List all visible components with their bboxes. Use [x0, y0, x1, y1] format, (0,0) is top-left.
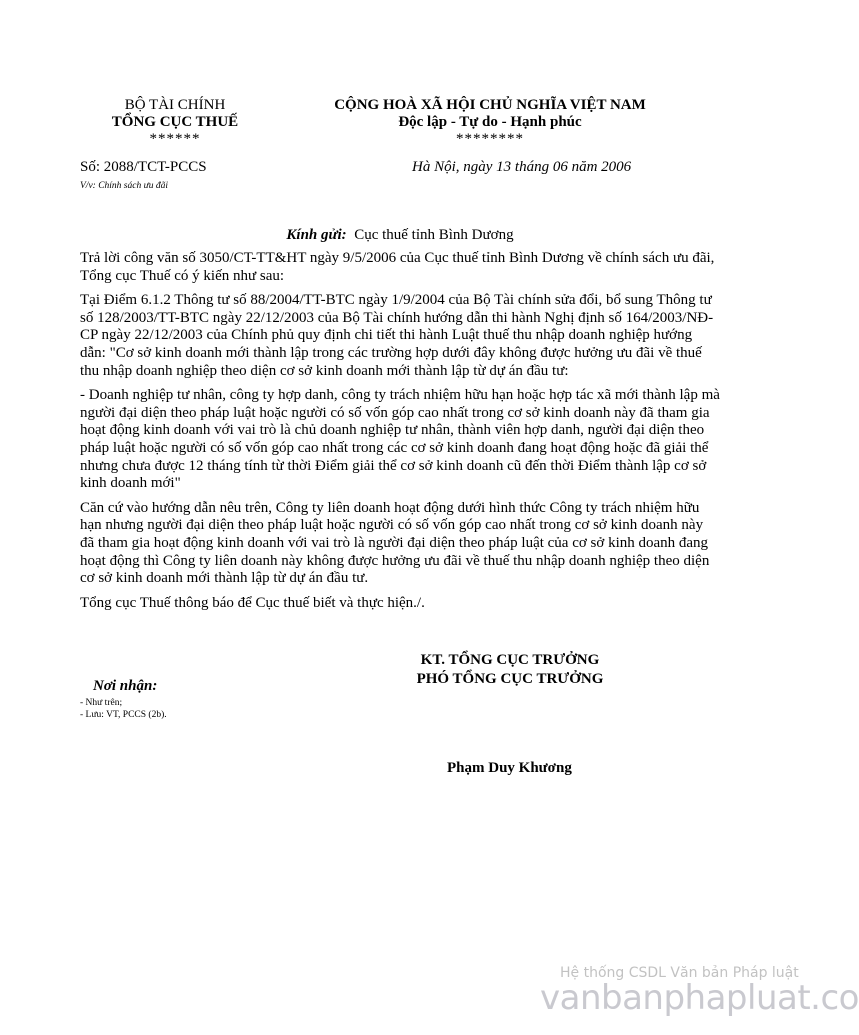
watermark-domain: vanbanphapluat.co — [540, 978, 859, 1018]
distribution-list — [80, 697, 167, 721]
signature-title-block — [380, 651, 640, 689]
distribution-item: - Như trên; — [80, 698, 123, 708]
distribution-item: - Lưu: VT, PCCS (2b). — [80, 710, 167, 720]
letter-body — [80, 250, 720, 619]
ministry-name: BỘ TÀI CHÍNH — [124, 97, 226, 113]
body-paragraph: - Doanh nghiệp tư nhân, công ty hợp danh, công ty trách nhiệm hữu hạn hoặc hợp tác xã mới thành lập mà người đại diện theo pháp luật hoặc người có số vốn góp cao nhất trong cơ sở kinh doanh này đã tham gia hoạt động kinh doanh với vai trò là chủ doanh nghiệp tư nhân, thành viên hợp danh, người đại diện theo pháp luật hoặc người có số vốn góp cao nhất trong các cơ sở kinh doanh đang hoạt động hoặc đã giải thể nhưng chưa được 12 tháng tính từ thời Điểm giải thể cơ sở kinh doanh cũ đến thời Điểm thành lập cơ sở kinh doanh mới" — [80, 387, 720, 492]
national-motto: Độc lập - Tự do - Hạnh phúc — [398, 114, 582, 130]
recipient-name: Cục thuế tỉnh Bình Dương — [354, 227, 514, 243]
watermark-caption: Hệ thống CSDL Văn bản Pháp luật — [560, 965, 799, 981]
motto-stars: ******** — [456, 131, 524, 147]
national-header-block — [290, 97, 690, 148]
nation-name: CỘNG HOÀ XÃ HỘI CHỦ NGHĨA VIỆT NAM — [334, 97, 646, 113]
document-subject: V/v: Chính sách ưu đãi — [80, 181, 169, 191]
department-stars: ****** — [149, 131, 201, 147]
place-and-date: Hà Nội, ngày 13 tháng 06 năm 2006 — [412, 159, 632, 175]
body-paragraph: Tại Điểm 6.1.2 Thông tư số 88/2004/TT-BTC ngày 1/9/2004 của Bộ Tài chính sửa đổi, bổ sung Thông tư số 128/2003/TT-BTC ngày 22/12/2003 của Bộ Tài chính hướng dẫn thi hành Nghị định số 164/2003/NĐ-CP ngày 22/12/2003 của Chính phủ quy định chi tiết thi hành Luật thuế thu nhập doanh nghiệp hướng dẫn: "Cơ sở kinh doanh mới thành lập trong các trường hợp dưới đây không được hưởng ưu đãi về thuế thu nhập doanh nghiệp theo diện cơ sở kinh doanh mới thành lập từ dự án đầu tư: — [80, 292, 714, 379]
issuing-agency-block — [80, 97, 270, 148]
body-paragraph: Căn cứ vào hướng dẫn nêu trên, Công ty liên doanh hoạt động dưới hình thức Công ty trách nhiệm hữu hạn nhưng người đại diện theo pháp luật hoặc người có số vốn góp cao nhất trong cơ sở kinh doanh này đã tham gia hoạt động kinh doanh với vai trò là người đại diện theo pháp luật của cơ sở kinh doanh đang hoạt động thì Công ty liên doanh này không được hưởng ưu đãi về thuế thu nhập doanh nghiệp theo diện cơ sở kinh doanh mới thành lập từ dự án đầu tư. — [80, 499, 710, 587]
signature-title-line2: PHÓ TỔNG CỤC TRƯỞNG — [416, 671, 604, 687]
recipient-label: Kính gửi: — [286, 227, 347, 243]
document-number: Số: 2088/TCT-PCCS — [80, 159, 207, 175]
body-paragraph: Tổng cục Thuế thông báo để Cục thuế biết và thực hiện./. — [80, 594, 425, 611]
body-paragraph: Trả lời công văn số 3050/CT-TT&HT ngày 9/5/2006 của Cục thuế tỉnh Bình Dương về chính sách ưu đãi, Tổng cục Thuế có ý kiến như sau: — [80, 250, 715, 284]
signer-name: Phạm Duy Khương — [447, 760, 572, 776]
recipient-line — [0, 227, 800, 244]
distribution-label: Nơi nhận: — [93, 678, 158, 694]
signature-title-line1: KT. TỔNG CỤC TRƯỞNG — [420, 652, 600, 668]
department-name: TỔNG CỤC THUẾ — [111, 114, 239, 130]
